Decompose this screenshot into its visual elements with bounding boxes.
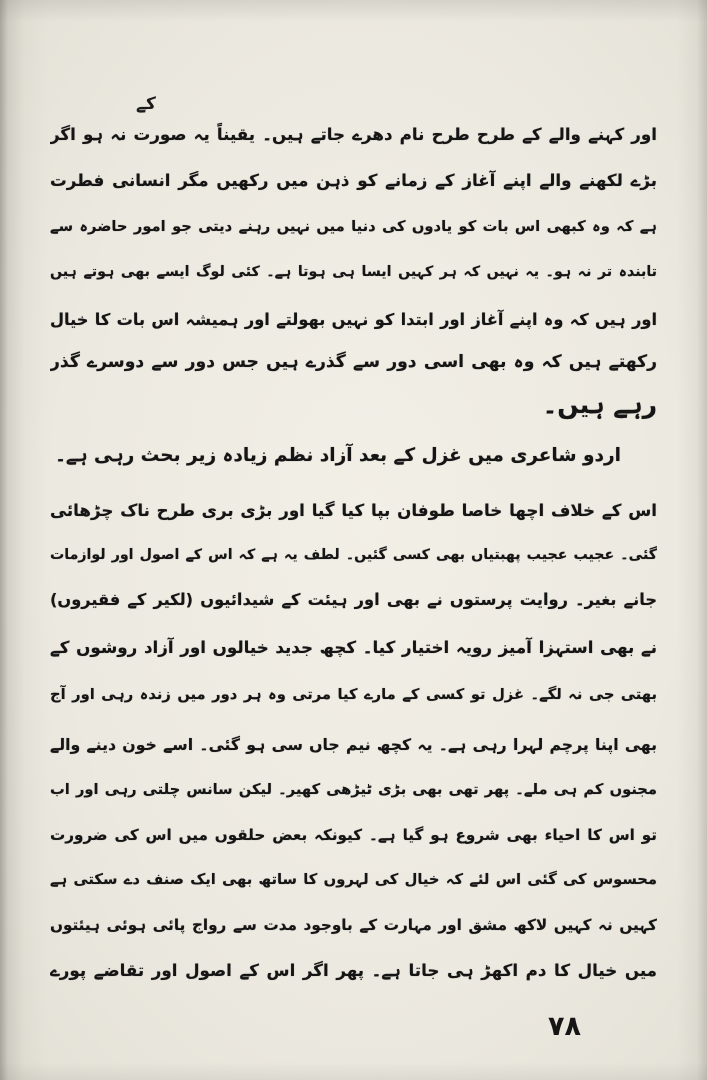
text-line: ہے کہ وہ کبھی اس بات کو یادوں کی دنیا میں نہیں رہنے دیتی جو امور حاضرہ سے [50, 218, 657, 235]
text-line: اردو شاعری میں غزل کے بعد آزاد نظم زیادہ زیر بحث رہی ہے۔ [55, 445, 621, 466]
text-line: تابندہ تر نہ ہو۔ یہ نہیں کہ ہر کہیں ایسا ہی ہوتا ہے۔ کئی لوگ ایسے بھی ہوتے ہیں [50, 264, 657, 280]
text-line: رکھتے ہیں کہ وہ بھی اسی دور سے گذرے ہیں جس دور سے دوسرے گذر [50, 352, 657, 372]
text-line: اور ہیں کہ وہ اپنے آغاز اور ابتدا کو نہیں بھولتے اور ہمیشہ اس بات کا خیال [50, 310, 657, 329]
text-line: جانے بغیر۔ روایت پرستوں نے بھی اور ہیئت کے شیدائیوں (لکیر کے فقیروں) [50, 590, 657, 609]
text-line: میں خیال کا دم اکھڑ ہی جاتا ہے۔ پھر اگر اس کے اصول اور تقاضے پورے [50, 960, 657, 980]
text-line: رہے ہیں۔ [542, 390, 657, 419]
text-line: کہیں نہ کہیں لاکھ مشق اور مہارت کے باوجود مدت سے رواج پائی ہوئی ہیئتوں [50, 916, 657, 934]
text-line: محسوس کی گئی اس لئے کہ خیال کی لہروں کا ساتھ بھی ایک صنف دے سکتی ہے [50, 871, 657, 888]
text-line: نے بھی استہزا آمیز رویہ اختیار کیا۔ کچھ جدید خیالوں اور آزاد روشوں کے [50, 637, 657, 657]
correction-insertion: کے [136, 94, 156, 114]
text-line: مجنوں کم ہی ملے۔ پھر تھی بھی بڑی ٹیڑھی کھیر۔ لیکن سانس چلتی رہی اور اب [50, 781, 657, 798]
text-line: بھی اپنا پرچم لہرا رہی ہے۔ یہ کچھ نیم جاں سی ہو گئی۔ اسے خون دینے والے [50, 735, 657, 754]
text-line: گئی۔ عجیب عجیب پھبتیاں بھی کسی گئیں۔ لطف یہ ہے کہ اس کے اصول اور لوازمات [50, 547, 657, 563]
page-number: ۷۸ [548, 1011, 581, 1042]
text-line: بھتی جی نہ لگے۔ غزل تو کسی کے مارے کیا مرتی وہ ہر دور میں زندہ رہی اور آج [50, 686, 657, 703]
text-line: اور کہنے والے کے طرح طرح نام دھرے جاتے ہیں۔ یقیناً یہ صورت نہ ہو اگر [50, 124, 657, 144]
text-line: بڑے لکھنے والے اپنے آغاز کے زمانے کو ذہن میں رکھیں مگر انسانی فطرت [50, 170, 657, 190]
text-line: تو اس کا احیاء بھی شروع ہو گیا ہے۔ کیونکہ بعض حلقوں میں اس کی ضرورت [50, 826, 657, 844]
text-line: اس کے خلاف اچھا خاصا طوفان بپا کیا گیا اور بڑی بری طرح ناک چڑھائی [50, 500, 657, 520]
